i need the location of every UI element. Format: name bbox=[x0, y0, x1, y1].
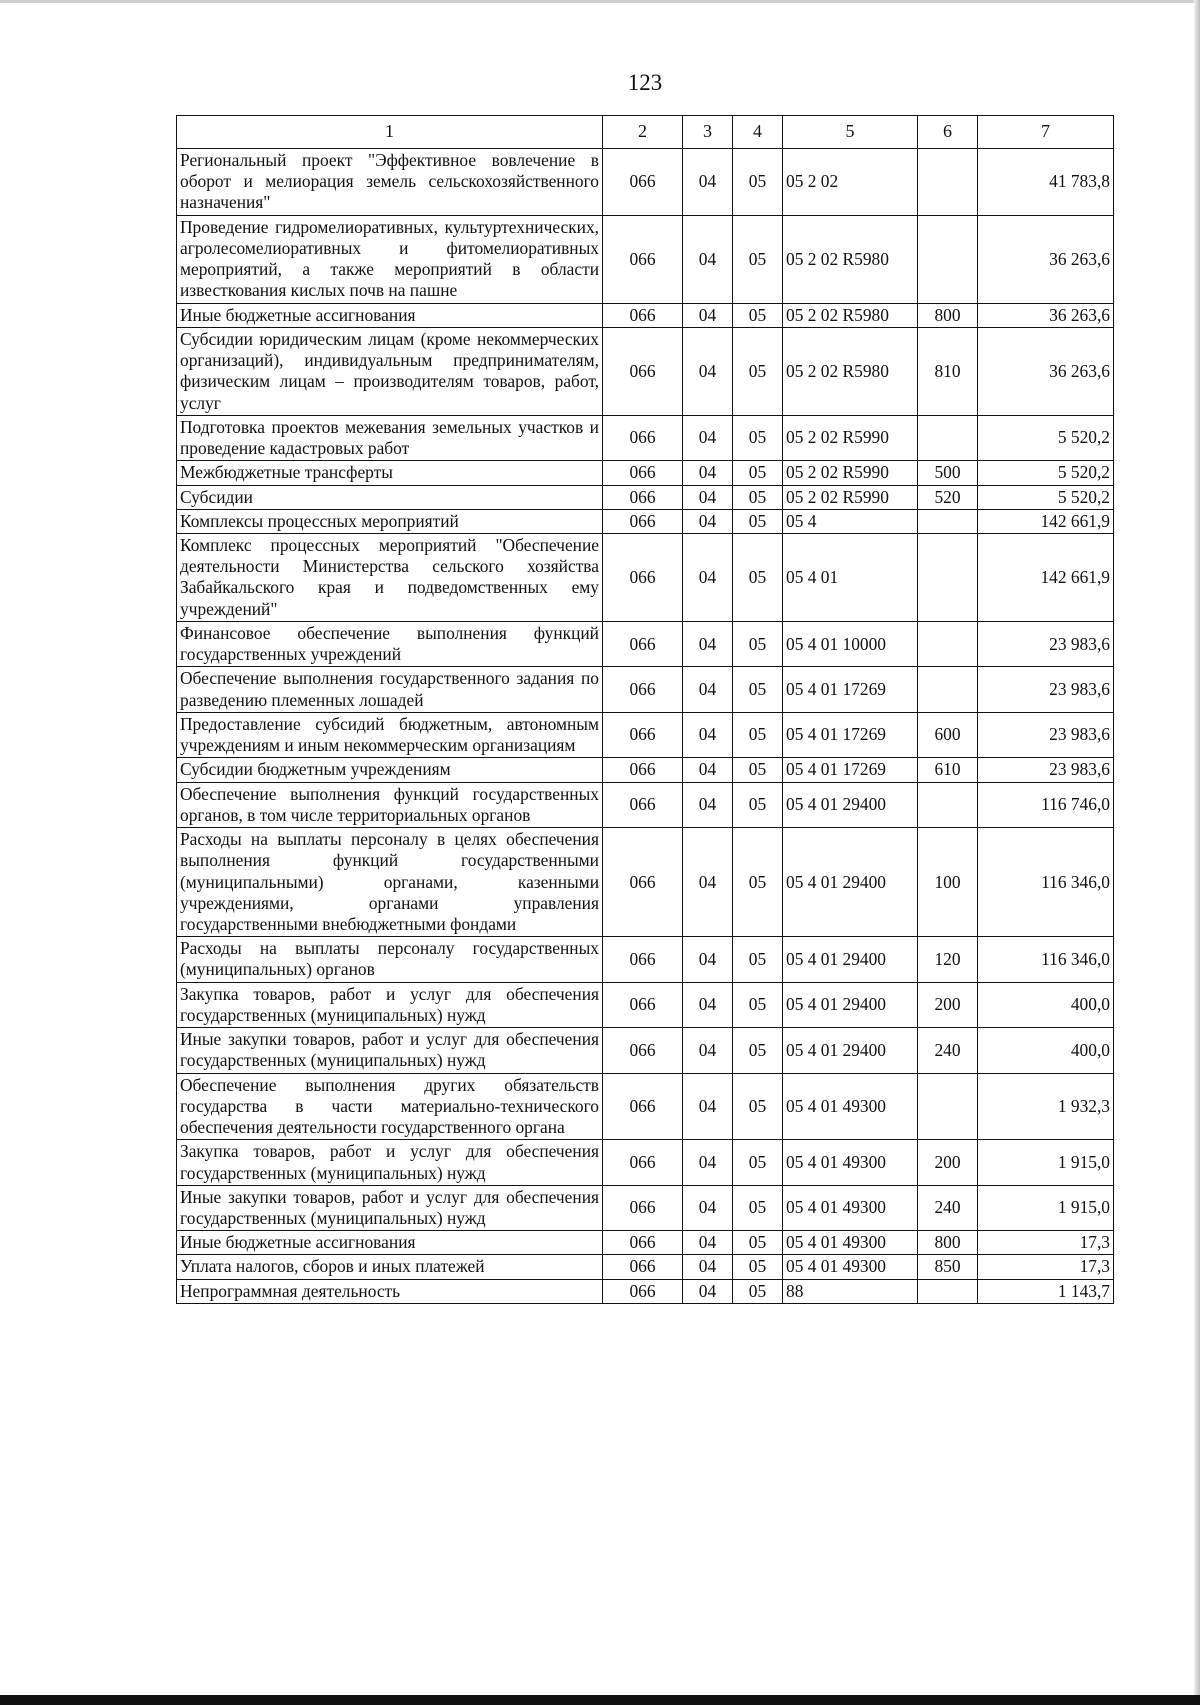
cell-expense-type bbox=[918, 533, 978, 621]
cell-name: Обеспечение выполнения государственного задания по разведению племенных лошадей bbox=[177, 667, 603, 712]
page-number: 123 bbox=[627, 70, 663, 95]
table-row bbox=[177, 667, 1114, 712]
cell-grbs: 066 bbox=[603, 667, 683, 712]
table-row bbox=[177, 782, 1114, 827]
cell-expense-type bbox=[918, 1279, 978, 1303]
cell-target-item: 05 4 01 17269 bbox=[783, 758, 918, 782]
cell-expense-type: 600 bbox=[918, 712, 978, 757]
cell-subsection: 05 bbox=[733, 303, 783, 327]
table-row bbox=[177, 1140, 1114, 1185]
cell-name: Субсидии юридическим лицам (кроме некоммерческих организаций), индивидуальным предпринимателям, физическим лицам – производителям товаров, работ, услуг bbox=[177, 327, 603, 415]
cell-section: 04 bbox=[683, 1185, 733, 1230]
cell-target-item: 05 4 01 10000 bbox=[783, 621, 918, 666]
cell-target-item: 05 4 01 29400 bbox=[783, 828, 918, 937]
cell-grbs: 066 bbox=[603, 1279, 683, 1303]
cell-subsection: 05 bbox=[733, 1028, 783, 1073]
cell-grbs: 066 bbox=[603, 758, 683, 782]
table-row bbox=[177, 303, 1114, 327]
table-row bbox=[177, 509, 1114, 533]
cell-amount: 36 263,6 bbox=[978, 327, 1114, 415]
cell-name: Закупка товаров, работ и услуг для обеспечения государственных (муниципальных) нужд bbox=[177, 982, 603, 1027]
cell-amount: 400,0 bbox=[978, 1028, 1114, 1073]
table-row bbox=[177, 415, 1114, 460]
cell-subsection: 05 bbox=[733, 149, 783, 216]
cell-section: 04 bbox=[683, 1279, 733, 1303]
cell-subsection: 05 bbox=[733, 215, 783, 303]
cell-grbs: 066 bbox=[603, 937, 683, 982]
cell-name: Субсидии бюджетным учреждениям bbox=[177, 758, 603, 782]
cell-expense-type: 500 bbox=[918, 461, 978, 485]
cell-expense-type: 240 bbox=[918, 1028, 978, 1073]
cell-subsection: 05 bbox=[733, 828, 783, 937]
cell-amount: 36 263,6 bbox=[978, 303, 1114, 327]
cell-target-item: 05 2 02 R5990 bbox=[783, 485, 918, 509]
cell-subsection: 05 bbox=[733, 1279, 783, 1303]
cell-target-item: 88 bbox=[783, 1279, 918, 1303]
cell-subsection: 05 bbox=[733, 712, 783, 757]
cell-name: Предоставление субсидий бюджетным, автономным учреждениям и иным некоммерческим организациям bbox=[177, 712, 603, 757]
cell-target-item: 05 4 01 17269 bbox=[783, 667, 918, 712]
cell-grbs: 066 bbox=[603, 461, 683, 485]
cell-subsection: 05 bbox=[733, 621, 783, 666]
cell-target-item: 05 4 01 49300 bbox=[783, 1140, 918, 1185]
cell-expense-type bbox=[918, 621, 978, 666]
table-row bbox=[177, 1231, 1114, 1255]
table-body bbox=[177, 149, 1114, 1304]
cell-expense-type bbox=[918, 509, 978, 533]
column-header: 6 bbox=[918, 116, 978, 149]
cell-amount: 1 932,3 bbox=[978, 1073, 1114, 1140]
cell-grbs: 066 bbox=[603, 415, 683, 460]
cell-target-item: 05 4 01 49300 bbox=[783, 1231, 918, 1255]
cell-subsection: 05 bbox=[733, 782, 783, 827]
cell-grbs: 066 bbox=[603, 1140, 683, 1185]
cell-amount: 23 983,6 bbox=[978, 712, 1114, 757]
column-header: 1 bbox=[177, 116, 603, 149]
scan-edge-right bbox=[1194, 0, 1200, 1705]
table-row bbox=[177, 1279, 1114, 1303]
cell-name: Иные закупки товаров, работ и услуг для обеспечения государственных (муниципальных) нужд bbox=[177, 1185, 603, 1230]
cell-section: 04 bbox=[683, 327, 733, 415]
cell-name: Уплата налогов, сборов и иных платежей bbox=[177, 1255, 603, 1279]
cell-target-item: 05 4 01 29400 bbox=[783, 782, 918, 827]
cell-subsection: 05 bbox=[733, 509, 783, 533]
cell-subsection: 05 bbox=[733, 758, 783, 782]
cell-name: Субсидии bbox=[177, 485, 603, 509]
cell-target-item: 05 4 bbox=[783, 509, 918, 533]
cell-grbs: 066 bbox=[603, 485, 683, 509]
cell-name: Закупка товаров, работ и услуг для обеспечения государственных (муниципальных) нужд bbox=[177, 1140, 603, 1185]
cell-grbs: 066 bbox=[603, 621, 683, 666]
cell-expense-type: 240 bbox=[918, 1185, 978, 1230]
cell-name: Комплексы процессных мероприятий bbox=[177, 509, 603, 533]
cell-amount: 23 983,6 bbox=[978, 758, 1114, 782]
cell-subsection: 05 bbox=[733, 1231, 783, 1255]
cell-grbs: 066 bbox=[603, 303, 683, 327]
cell-amount: 142 661,9 bbox=[978, 509, 1114, 533]
cell-grbs: 066 bbox=[603, 1185, 683, 1230]
cell-section: 04 bbox=[683, 1073, 733, 1140]
cell-amount: 1 143,7 bbox=[978, 1279, 1114, 1303]
cell-expense-type bbox=[918, 1073, 978, 1140]
cell-section: 04 bbox=[683, 533, 733, 621]
cell-amount: 1 915,0 bbox=[978, 1140, 1114, 1185]
cell-target-item: 05 2 02 bbox=[783, 149, 918, 216]
table-row bbox=[177, 1028, 1114, 1073]
cell-amount: 142 661,9 bbox=[978, 533, 1114, 621]
table-row bbox=[177, 758, 1114, 782]
cell-expense-type bbox=[918, 782, 978, 827]
table-row bbox=[177, 621, 1114, 666]
cell-section: 04 bbox=[683, 1231, 733, 1255]
column-header: 5 bbox=[783, 116, 918, 149]
cell-expense-type: 610 bbox=[918, 758, 978, 782]
table-row bbox=[177, 937, 1114, 982]
cell-grbs: 066 bbox=[603, 327, 683, 415]
cell-amount: 116 346,0 bbox=[978, 937, 1114, 982]
column-header: 2 bbox=[603, 116, 683, 149]
cell-subsection: 05 bbox=[733, 415, 783, 460]
cell-name: Обеспечение выполнения функций государственных органов, в том числе территориальных органов bbox=[177, 782, 603, 827]
cell-target-item: 05 2 02 R5990 bbox=[783, 415, 918, 460]
cell-grbs: 066 bbox=[603, 782, 683, 827]
cell-expense-type bbox=[918, 215, 978, 303]
cell-expense-type bbox=[918, 149, 978, 216]
header-row bbox=[177, 116, 1114, 149]
cell-section: 04 bbox=[683, 1255, 733, 1279]
cell-section: 04 bbox=[683, 1028, 733, 1073]
cell-expense-type: 800 bbox=[918, 1231, 978, 1255]
budget-table bbox=[176, 115, 1114, 1304]
cell-amount: 400,0 bbox=[978, 982, 1114, 1027]
cell-subsection: 05 bbox=[733, 533, 783, 621]
cell-name: Подготовка проектов межевания земельных участков и проведение кадастровых работ bbox=[177, 415, 603, 460]
cell-grbs: 066 bbox=[603, 215, 683, 303]
cell-amount: 5 520,2 bbox=[978, 415, 1114, 460]
cell-subsection: 05 bbox=[733, 485, 783, 509]
cell-section: 04 bbox=[683, 667, 733, 712]
cell-grbs: 066 bbox=[603, 982, 683, 1027]
cell-amount: 17,3 bbox=[978, 1255, 1114, 1279]
cell-amount: 5 520,2 bbox=[978, 461, 1114, 485]
cell-section: 04 bbox=[683, 937, 733, 982]
cell-section: 04 bbox=[683, 509, 733, 533]
cell-amount: 116 746,0 bbox=[978, 782, 1114, 827]
cell-target-item: 05 2 02 R5990 bbox=[783, 461, 918, 485]
table-row bbox=[177, 327, 1114, 415]
cell-subsection: 05 bbox=[733, 1255, 783, 1279]
cell-expense-type: 810 bbox=[918, 327, 978, 415]
table-row bbox=[177, 149, 1114, 216]
cell-name: Непрограммная деятельность bbox=[177, 1279, 603, 1303]
cell-grbs: 066 bbox=[603, 149, 683, 216]
cell-section: 04 bbox=[683, 415, 733, 460]
cell-amount: 5 520,2 bbox=[978, 485, 1114, 509]
cell-name: Межбюджетные трансферты bbox=[177, 461, 603, 485]
cell-subsection: 05 bbox=[733, 982, 783, 1027]
cell-target-item: 05 4 01 17269 bbox=[783, 712, 918, 757]
cell-section: 04 bbox=[683, 1140, 733, 1185]
cell-expense-type: 850 bbox=[918, 1255, 978, 1279]
cell-grbs: 066 bbox=[603, 1255, 683, 1279]
cell-name: Расходы на выплаты персоналу в целях обеспечения выполнения функций государственными (муниципальными) органами, казенными учреждениями, органами управления государственными внебюджетными фондами bbox=[177, 828, 603, 937]
table-row bbox=[177, 1073, 1114, 1140]
cell-name: Иные бюджетные ассигнования bbox=[177, 1231, 603, 1255]
cell-name: Иные закупки товаров, работ и услуг для обеспечения государственных (муниципальных) нужд bbox=[177, 1028, 603, 1073]
cell-subsection: 05 bbox=[733, 1140, 783, 1185]
table-row bbox=[177, 1255, 1114, 1279]
cell-grbs: 066 bbox=[603, 712, 683, 757]
cell-expense-type: 200 bbox=[918, 982, 978, 1027]
cell-name: Финансовое обеспечение выполнения функций государственных учреждений bbox=[177, 621, 603, 666]
table-row bbox=[177, 828, 1114, 937]
cell-name: Проведение гидромелиоративных, культуртехнических, агролесомелиоративных и фитомелиоративных мероприятий, а также мероприятий в области известкования кислых почв на пашне bbox=[177, 215, 603, 303]
cell-section: 04 bbox=[683, 621, 733, 666]
cell-subsection: 05 bbox=[733, 327, 783, 415]
cell-expense-type: 200 bbox=[918, 1140, 978, 1185]
cell-section: 04 bbox=[683, 461, 733, 485]
cell-grbs: 066 bbox=[603, 1028, 683, 1073]
cell-target-item: 05 4 01 49300 bbox=[783, 1185, 918, 1230]
cell-subsection: 05 bbox=[733, 1073, 783, 1140]
cell-name: Комплекс процессных мероприятий "Обеспечение деятельности Министерства сельского хозяйства Забайкальского края и подведомственных ему учреждений" bbox=[177, 533, 603, 621]
cell-amount: 36 263,6 bbox=[978, 215, 1114, 303]
cell-grbs: 066 bbox=[603, 509, 683, 533]
table-row bbox=[177, 461, 1114, 485]
table-row bbox=[177, 712, 1114, 757]
cell-grbs: 066 bbox=[603, 533, 683, 621]
cell-subsection: 05 bbox=[733, 937, 783, 982]
cell-section: 04 bbox=[683, 712, 733, 757]
table-row bbox=[177, 485, 1114, 509]
cell-section: 04 bbox=[683, 982, 733, 1027]
cell-target-item: 05 4 01 bbox=[783, 533, 918, 621]
cell-grbs: 066 bbox=[603, 1231, 683, 1255]
cell-amount: 1 915,0 bbox=[978, 1185, 1114, 1230]
cell-section: 04 bbox=[683, 215, 733, 303]
cell-expense-type: 520 bbox=[918, 485, 978, 509]
column-header: 3 bbox=[683, 116, 733, 149]
cell-expense-type bbox=[918, 667, 978, 712]
table-row bbox=[177, 982, 1114, 1027]
cell-grbs: 066 bbox=[603, 1073, 683, 1140]
cell-subsection: 05 bbox=[733, 1185, 783, 1230]
cell-target-item: 05 2 02 R5980 bbox=[783, 303, 918, 327]
scan-edge-top bbox=[0, 0, 1200, 3]
cell-expense-type: 800 bbox=[918, 303, 978, 327]
cell-subsection: 05 bbox=[733, 461, 783, 485]
cell-target-item: 05 4 01 49300 bbox=[783, 1073, 918, 1140]
cell-target-item: 05 4 01 49300 bbox=[783, 1255, 918, 1279]
cell-section: 04 bbox=[683, 758, 733, 782]
cell-expense-type: 120 bbox=[918, 937, 978, 982]
cell-expense-type bbox=[918, 415, 978, 460]
cell-expense-type: 100 bbox=[918, 828, 978, 937]
cell-amount: 23 983,6 bbox=[978, 667, 1114, 712]
column-header: 7 bbox=[978, 116, 1114, 149]
cell-target-item: 05 4 01 29400 bbox=[783, 1028, 918, 1073]
cell-section: 04 bbox=[683, 782, 733, 827]
cell-amount: 41 783,8 bbox=[978, 149, 1114, 216]
cell-subsection: 05 bbox=[733, 667, 783, 712]
cell-target-item: 05 2 02 R5980 bbox=[783, 215, 918, 303]
cell-name: Обеспечение выполнения других обязательств государства в части материально-технического обеспечения деятельности государственного органа bbox=[177, 1073, 603, 1140]
cell-target-item: 05 4 01 29400 bbox=[783, 982, 918, 1027]
cell-amount: 116 346,0 bbox=[978, 828, 1114, 937]
scan-edge-bottom bbox=[0, 1695, 1200, 1705]
cell-section: 04 bbox=[683, 303, 733, 327]
cell-section: 04 bbox=[683, 149, 733, 216]
cell-amount: 17,3 bbox=[978, 1231, 1114, 1255]
column-header: 4 bbox=[733, 116, 783, 149]
cell-section: 04 bbox=[683, 828, 733, 937]
cell-grbs: 066 bbox=[603, 828, 683, 937]
table-row bbox=[177, 1185, 1114, 1230]
table-row bbox=[177, 215, 1114, 303]
cell-name: Региональный проект "Эффективное вовлечение в оборот и мелиорация земель сельскохозяйственного назначения" bbox=[177, 149, 603, 216]
cell-target-item: 05 4 01 29400 bbox=[783, 937, 918, 982]
cell-name: Иные бюджетные ассигнования bbox=[177, 303, 603, 327]
cell-name: Расходы на выплаты персоналу государственных (муниципальных) органов bbox=[177, 937, 603, 982]
cell-amount: 23 983,6 bbox=[978, 621, 1114, 666]
cell-section: 04 bbox=[683, 485, 733, 509]
table-row bbox=[177, 533, 1114, 621]
cell-target-item: 05 2 02 R5980 bbox=[783, 327, 918, 415]
